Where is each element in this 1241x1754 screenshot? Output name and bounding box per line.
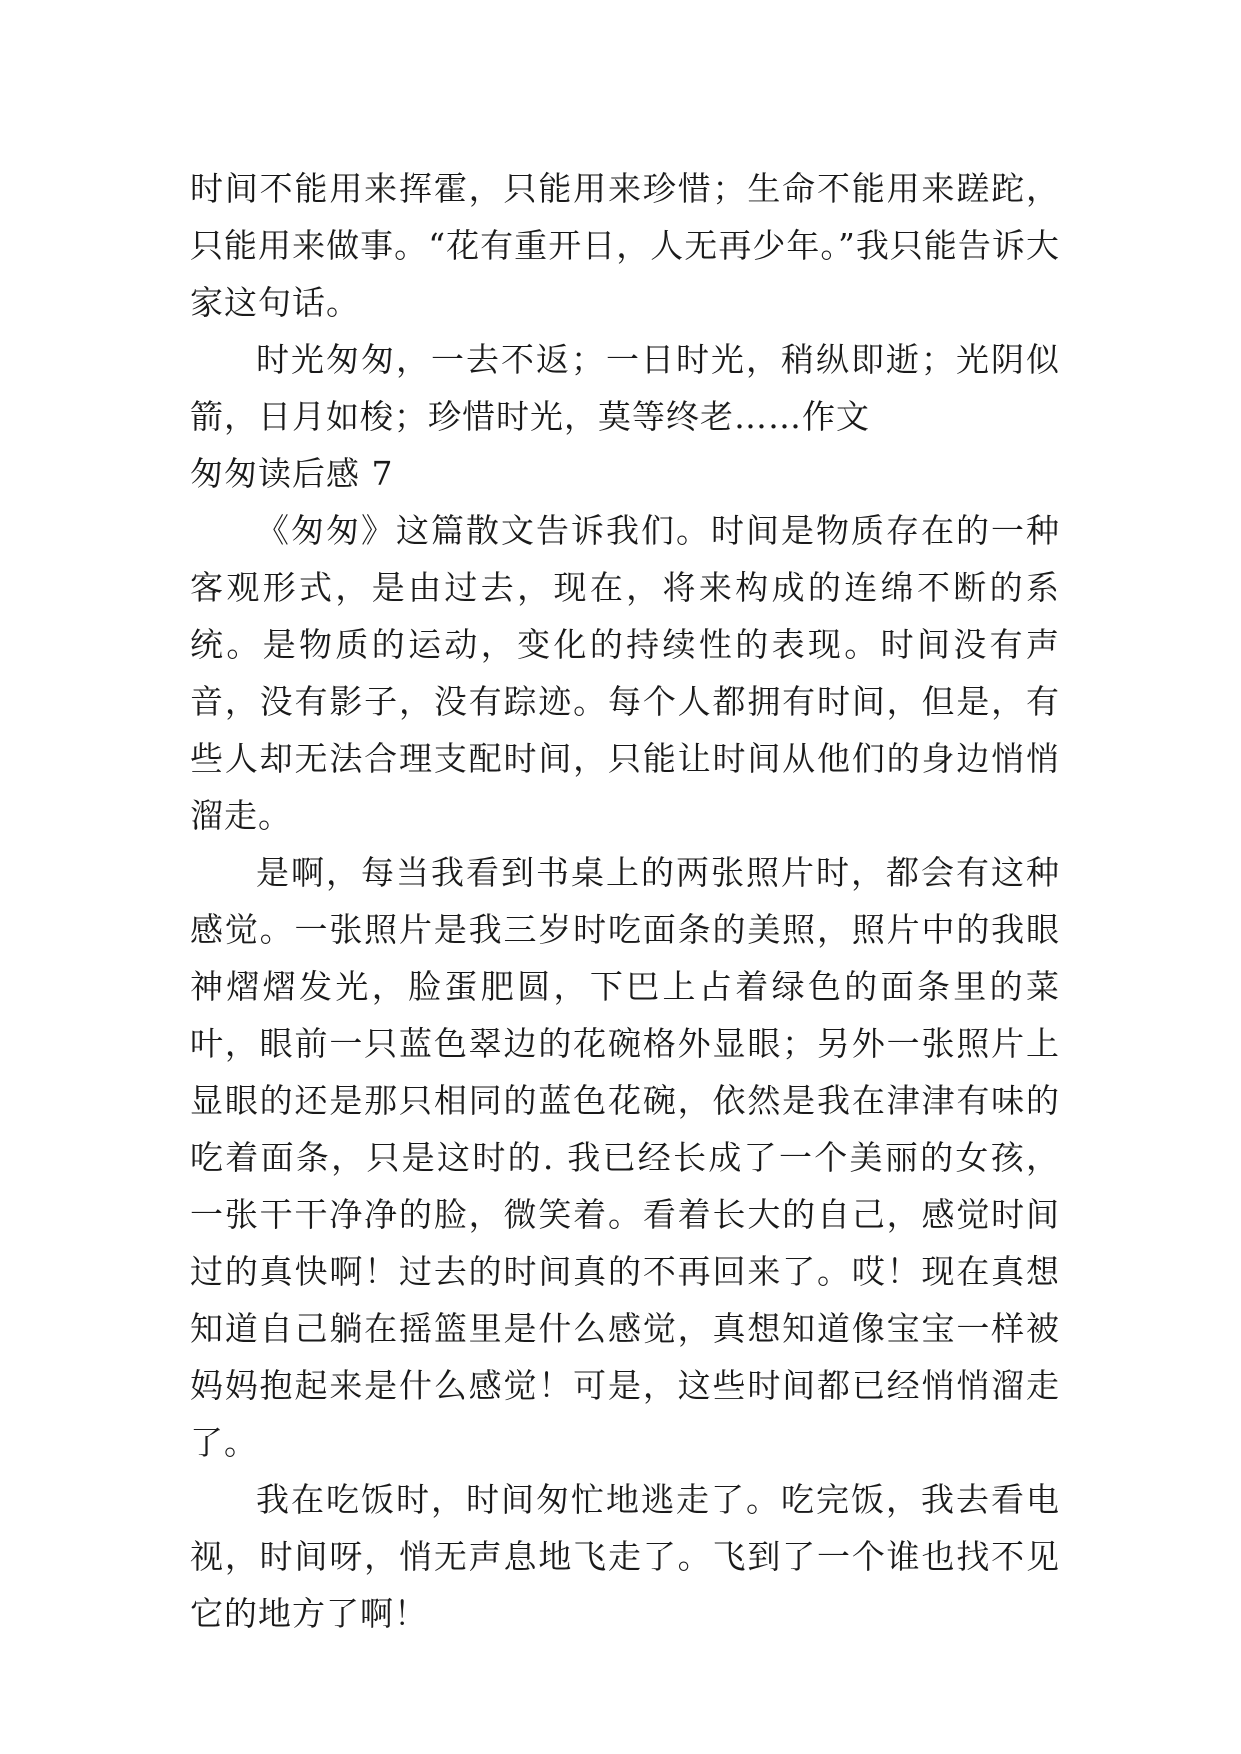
paragraph: 我在吃饭时，时间匆忙地逃走了。吃完饭，我去看电视，时间呀，悄无声息地飞走了。飞到了一个谁也找不见它的地方了啊！: [190, 1480, 1060, 1633]
section-heading: 匆匆读后感 7: [190, 454, 394, 493]
document-body: [190, 160, 1060, 1642]
paragraph: 《匆匆》这篇散文告诉我们。时间是物质存在的一种客观形式，是由过去，现在，将来构成的连绵不断的系统。是物质的运动，变化的持续性的表现。时间没有声音，没有影子，没有踪迹。每个人都拥有时间，但是，有些人却无法合理支配时间，只能让时间从他们的身边悄悄溜走。: [190, 511, 1060, 835]
paragraph: 时间不能用来挥霍，只能用来珍惜；生命不能用来蹉跎，只能用来做事。“花有重开日，人无再少年。”我只能告诉大家这句话。: [190, 169, 1060, 322]
paragraph: 时光匆匆，一去不返；一日时光，稍纵即逝；光阴似箭，日月如梭；珍惜时光，莫等终老……作文: [190, 340, 1060, 436]
paragraph: 是啊，每当我看到书桌上的两张照片时，都会有这种感觉。一张照片是我三岁时吃面条的美照，照片中的我眼神熠熠发光，脸蛋肥圆，下巴上占着绿色的面条里的菜叶，眼前一只蓝色翠边的花碗格外显眼；另外一张照片上显眼的还是那只相同的蓝色花碗，依然是我在津津有味的吃着面条，只是这时的. 我已经长成了一个美丽的女孩，一张干干净净的脸，微笑着。看着长大的自己，感觉时间过的真快啊！过去的时间真的不再回来了。哎！现在真想知道自己躺在摇篮里是什么感觉，真想知道像宝宝一样被妈妈抱起来是什么感觉！可是，这些时间都已经悄悄溜走了。: [190, 853, 1060, 1462]
